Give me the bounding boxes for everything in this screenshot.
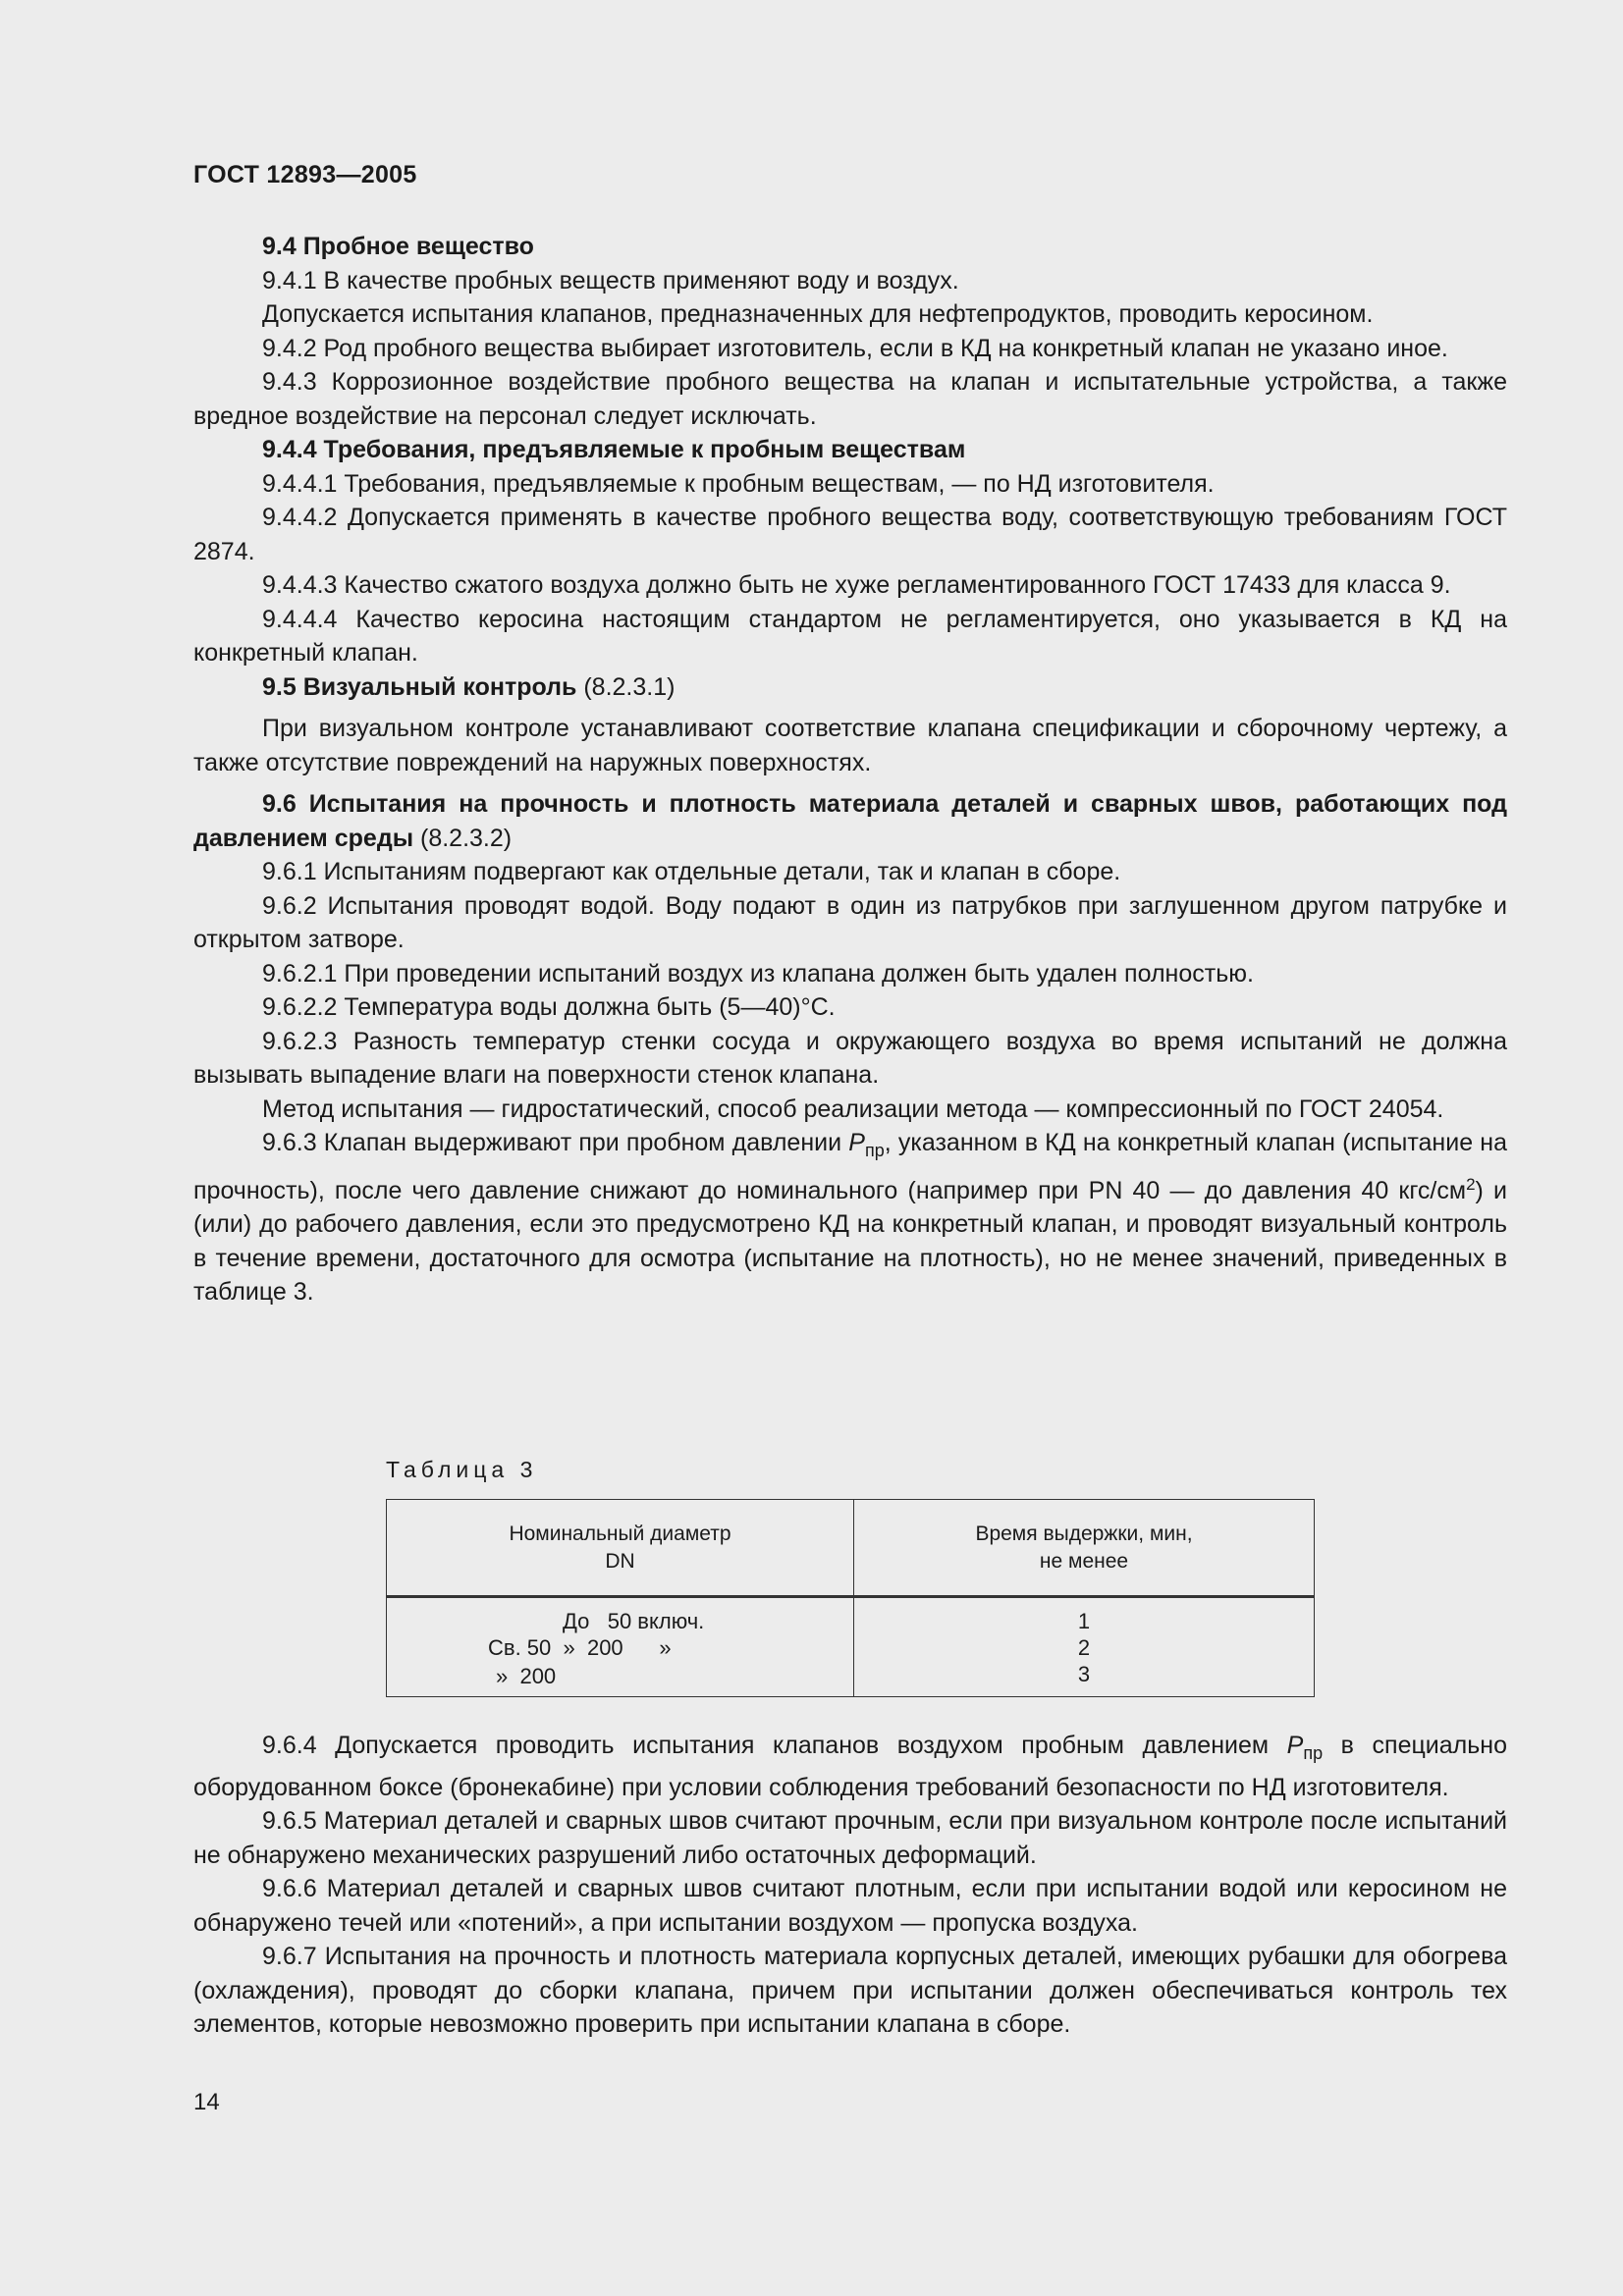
subscript: пр: [1303, 1743, 1324, 1763]
text-run: 9.6.3 Клапан выдерживают при пробном давлении: [262, 1129, 849, 1156]
paragraph: 9.6.2.1 При проведении испытаний воздух из клапана должен быть удален полностью.: [262, 959, 1254, 988]
page-number: 14: [193, 2089, 220, 2115]
symbol-p: P: [1286, 1732, 1304, 1759]
heading-text: 9.6 Испытания на прочность и плотность материала деталей и сварных швов, работающих под давлением среды: [193, 790, 1507, 852]
paragraph: При визуальном контроле устанавливают соответствие клапана спецификации и сборочному чертежу, а также отсутствие повреждений на наружных поверхностях.: [193, 715, 1507, 776]
subscript: пр: [864, 1141, 885, 1160]
paragraph-9-6-3: [193, 1126, 1507, 1309]
paragraph: Метод испытания — гидростатический, способ реализации метода — компрессионный по ГОСТ 24054.: [262, 1095, 1444, 1123]
text-run: ) и (или) до рабочего давления, если это предусмотрено КД на конкретный клапан, и проводят визуальный контроль в течение времени, достаточного для осмотра (испытание на плотность), но не менее значений, приведенных в таблице 3.: [193, 1176, 1507, 1306]
time-value: 2: [1077, 1635, 1091, 1660]
main-text-continued: [193, 1729, 1507, 2042]
superscript: 2: [1466, 1174, 1476, 1194]
text-run: в специально оборудованном боксе (бронекабине) при условии соблюдения требований безопасности по НД изготовителя.: [193, 1732, 1507, 1801]
paragraph: 9.4.4.4 Качество керосина настоящим стандартом не регламентируется, оно указывается в КД на конкретный клапан.: [193, 605, 1507, 667]
table-row: [387, 1597, 1315, 1697]
heading-text: 9.5 Визуальный контроль: [262, 672, 577, 701]
section-heading-9-6: [193, 787, 1507, 855]
main-text: [193, 230, 1507, 1309]
dn-cell: [387, 1597, 854, 1697]
time-value: 3: [1077, 1662, 1091, 1686]
paragraph: 9.4.2 Род пробного вещества выбирает изготовитель, если в КД на конкретный клапан не указано иное.: [262, 334, 1448, 362]
column-header-time: [854, 1500, 1315, 1597]
header-line: Время выдержки, мин,: [975, 1522, 1193, 1545]
paragraph: 9.6.2.3 Разность температур стенки сосуда и окружающего воздуха во время испытаний не должна вызывать выпадение влаги на поверхности стенок клапана.: [193, 1027, 1507, 1089]
symbol-p: P: [848, 1129, 865, 1156]
text-run: , указанном в КД на конкретный клапан (испытание на прочность), после чего давление снижают до номинального (например при PN 40 — до давления 40 кгс/см: [193, 1129, 1507, 1204]
table-caption: Таблица 3: [386, 1457, 538, 1482]
table-3: [386, 1499, 1315, 1697]
paragraph: 9.4.3 Коррозионное воздействие пробного вещества на клапан и испытательные устройства, а также вредное воздействие на персонал следует исключать.: [193, 368, 1507, 430]
paragraph: Допускается испытания клапанов, предназначенных для нефтепродуктов, проводить керосином.: [262, 300, 1374, 328]
heading-ref: (8.2.3.1): [576, 672, 676, 701]
paragraph: 9.6.2 Испытания проводят водой. Воду подают в один из патрубков при заглушенном другом патрубке и открытом затворе.: [193, 891, 1507, 953]
paragraph: 9.4.4.1 Требования, предъявляемые к пробным веществам, — по НД изготовителя.: [262, 469, 1215, 498]
paragraph: 9.6.1 Испытаниям подвергают как отдельные детали, так и клапан в сборе.: [262, 858, 1121, 885]
time-value: 1: [1077, 1609, 1091, 1633]
section-heading-9-4: 9.4 Пробное вещество: [262, 233, 534, 260]
paragraph: 9.6.2.2 Температура воды должна быть (5—40)°С.: [262, 993, 836, 1021]
paragraph: 9.4.4.3 Качество сжатого воздуха должно быть не хуже регламентированного ГОСТ 17433 для класса 9.: [262, 571, 1451, 599]
paragraph: 9.4.4.2 Допускается применять в качестве пробного вещества воду, соответствующую требованиям ГОСТ 2874.: [193, 504, 1507, 565]
dn-value: » 200: [496, 1664, 557, 1688]
column-header-dn: [387, 1500, 854, 1597]
dn-value: До 50 включ.: [563, 1609, 705, 1633]
header-line: не менее: [1039, 1549, 1129, 1573]
paragraph-9-6-4: [193, 1729, 1507, 1804]
heading-ref: (8.2.3.2): [413, 824, 513, 852]
time-cell: [854, 1597, 1315, 1697]
section-heading-9-5: [193, 670, 1507, 705]
header-line: Номинальный диаметр: [509, 1522, 731, 1545]
header-line: DN: [605, 1549, 635, 1573]
paragraph: 9.6.7 Испытания на прочность и плотность материала корпусных деталей, имеющих рубашки для обогрева (охлаждения), проводят до сборки клапана, причем при испытании должен обеспечиваться контроль тех элементов, которые невозможно проверить при испытании клапана в сборе.: [193, 1943, 1507, 2038]
section-heading-9-4-4: 9.4.4 Требования, предъявляемые к пробным веществам: [262, 436, 966, 463]
dn-value: Св. 50 » 200 »: [488, 1635, 672, 1660]
text-run: 9.6.4 Допускается проводить испытания клапанов воздухом пробным давлением: [262, 1732, 1287, 1759]
paragraph: 9.4.1 В качестве пробных веществ применяют воду и воздух.: [262, 266, 959, 294]
document-header: ГОСТ 12893—2005: [193, 161, 417, 188]
paragraph: 9.6.5 Материал деталей и сварных швов считают прочным, если при визуальном контроле после испытаний не обнаружено механических разрушений либо остаточных деформаций.: [193, 1807, 1507, 1869]
paragraph: 9.6.6 Материал деталей и сварных швов считают плотным, если при испытании водой или керосином не обнаружено течей или «потений», а при испытании воздухом — пропуска воздуха.: [193, 1875, 1507, 1937]
